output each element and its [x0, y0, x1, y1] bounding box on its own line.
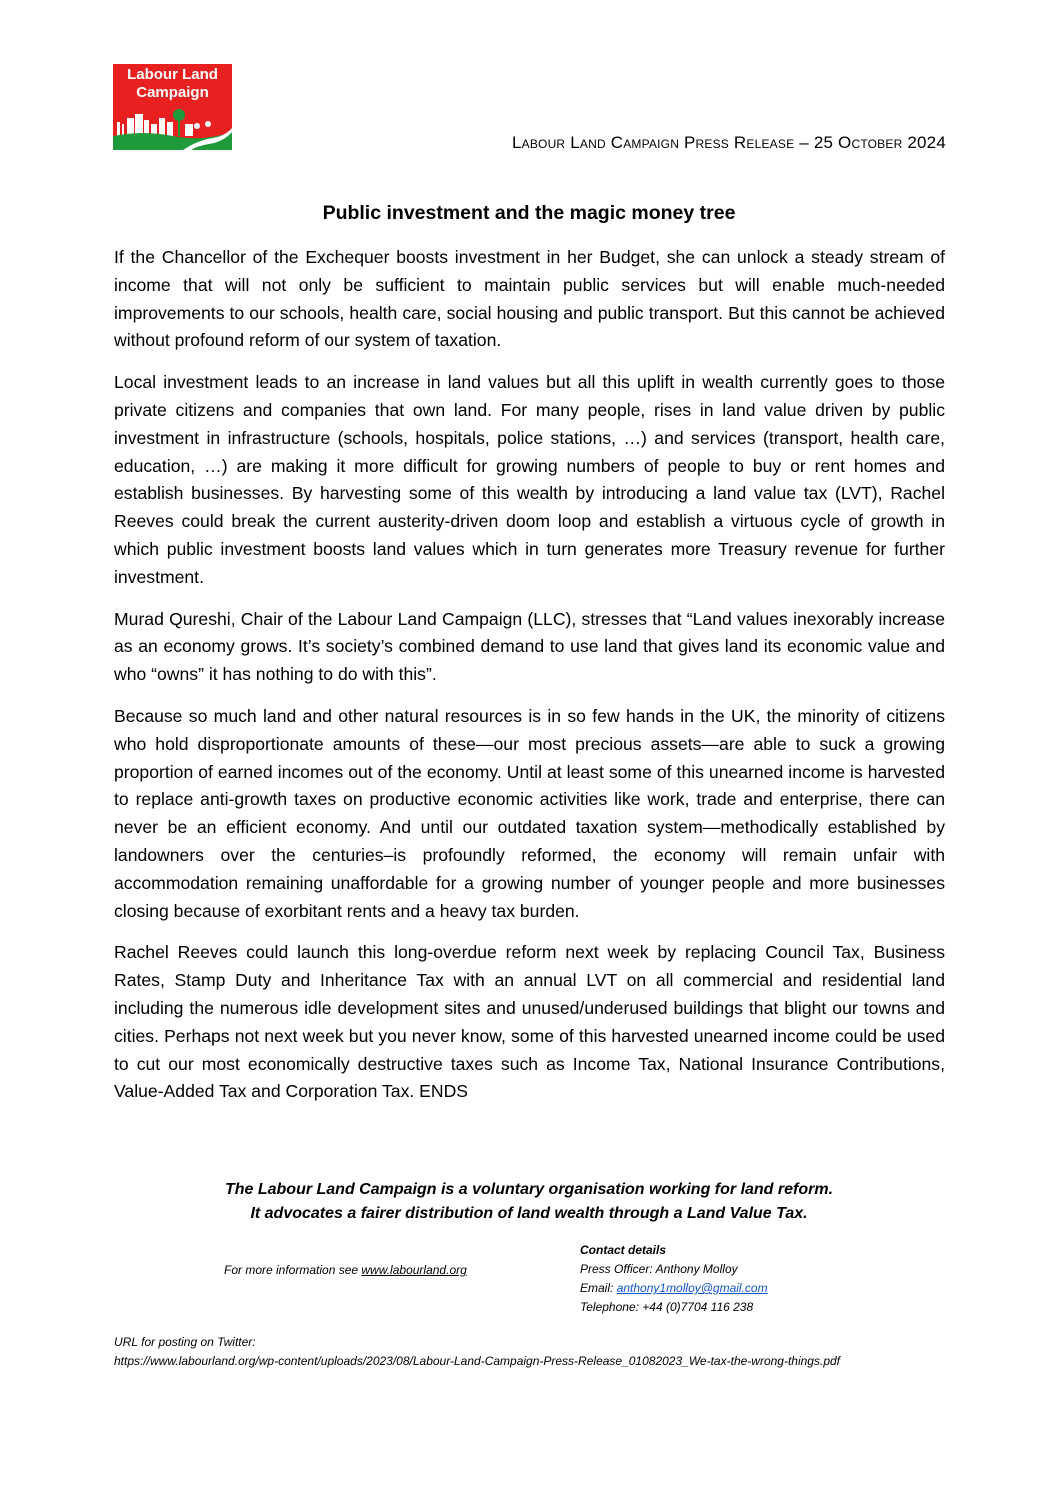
email-link[interactable]: anthony1molloy@gmail.com: [616, 1281, 768, 1295]
release-date: 25 October 2024: [813, 133, 946, 152]
release-label: Labour Land Campaign Press Release: [511, 133, 795, 152]
tagline-line-1: The Labour Land Campaign is a voluntary organisation working for land reform.: [224, 1181, 834, 1198]
more-info: [224, 1261, 467, 1280]
labour-land-campaign-logo: [113, 64, 232, 150]
logo-line-2: Campaign: [136, 84, 209, 101]
email-label: Email:: [580, 1281, 617, 1295]
contact-heading: Contact details: [580, 1243, 667, 1257]
more-info-prefix: For more information see: [224, 1263, 362, 1277]
email-row: [580, 1279, 768, 1298]
article-body: [114, 244, 945, 1120]
logo-text: [113, 66, 232, 102]
tagline-line-2: It advocates a fairer distribution of land wealth through a Land Value Tax.: [250, 1205, 808, 1222]
paragraph-1: If the Chancellor of the Exchequer boosts investment in her Budget, she can unlock a steady stream of income that will not only be sufficient to maintain public services but will enable much-needed improvements to our schools, health care, social housing and public transport. But this cannot be achieved without profound reform of our system of taxation.: [114, 247, 945, 351]
campaign-tagline: [0, 1178, 1058, 1226]
contact-details: [580, 1241, 768, 1317]
press-officer: Press Officer: Anthony Molloy: [580, 1262, 738, 1276]
twitter-label: URL for posting on Twitter:: [114, 1335, 256, 1349]
website-link[interactable]: www.labourland.org: [361, 1263, 467, 1277]
twitter-url[interactable]: https://www.labourland.org/wp-content/uploads/2023/08/Labour-Land-Campaign-Press-Release_01082023_We-tax-the-wrong-things.pdf: [114, 1354, 840, 1368]
paragraph-4: Because so much land and other natural resources is in so few hands in the UK, the minority of citizens who hold disproportionate amounts of these—our most precious assets—are able to suck a growing proportion of earned incomes out of the economy. Until at least some of this unearned income is harvested to replace anti-growth taxes on productive economic activities like work, trade and enterprise, there can never be an efficient economy. And until our outdated taxation system—methodically established by landowners over the centuries–is profoundly reformed, the economy will remain unfair with accommodation remaining unaffordable for a growing number of younger people and more businesses closing because of exorbitant rents and a heavy tax burden.: [114, 705, 945, 921]
telephone: Telephone: +44 (0)7704 116 238: [580, 1300, 754, 1314]
twitter-url-section: [114, 1333, 840, 1371]
paragraph-5: Rachel Reeves could launch this long-overdue reform next week by replacing Council Tax, Business Rates, Stamp Duty and Inheritance Tax with an annual LVT on all commercial and residential land including the numerous idle development sites and unused/underused buildings that blight our towns and cities. Perhaps not next week but you never know, some of this harvested unearned income could be used to cut our most economically destructive taxes such as Income Tax, National Insurance Contributions, Value-Added Tax and Corporation Tax. ENDS: [114, 942, 945, 1102]
paragraph-3: Murad Qureshi, Chair of the Labour Land Campaign (LLC), stresses that “Land values inexorably increase as an economy grows. It’s society’s combined demand to use land that gives land its economic value and who “owns” it has nothing to do with this”.: [114, 608, 945, 685]
logo-landscape-icon: [113, 104, 232, 150]
logo-line-1: Labour Land: [127, 66, 218, 83]
paragraph-2: Local investment leads to an increase in land values but all this uplift in wealth currently goes to those private citizens and companies that own land. For many people, rises in land value driven by public investment in infrastructure (schools, hospitals, police stations, …) and services (transport, health care, education, …) are making it more difficult for growing numbers of people to buy or rent homes and establish businesses. By harvesting some of this wealth by introducing a land value tax (LVT), Rachel Reeves could break the current austerity-driven doom loop and establish a virtuous cycle of growth in which public investment boosts land values which in turn generates more Treasury revenue for further investment.: [114, 372, 945, 587]
press-release-header: [512, 133, 946, 153]
header-dash: –: [794, 133, 814, 152]
page-title: Public investment and the magic money tree: [322, 202, 736, 224]
